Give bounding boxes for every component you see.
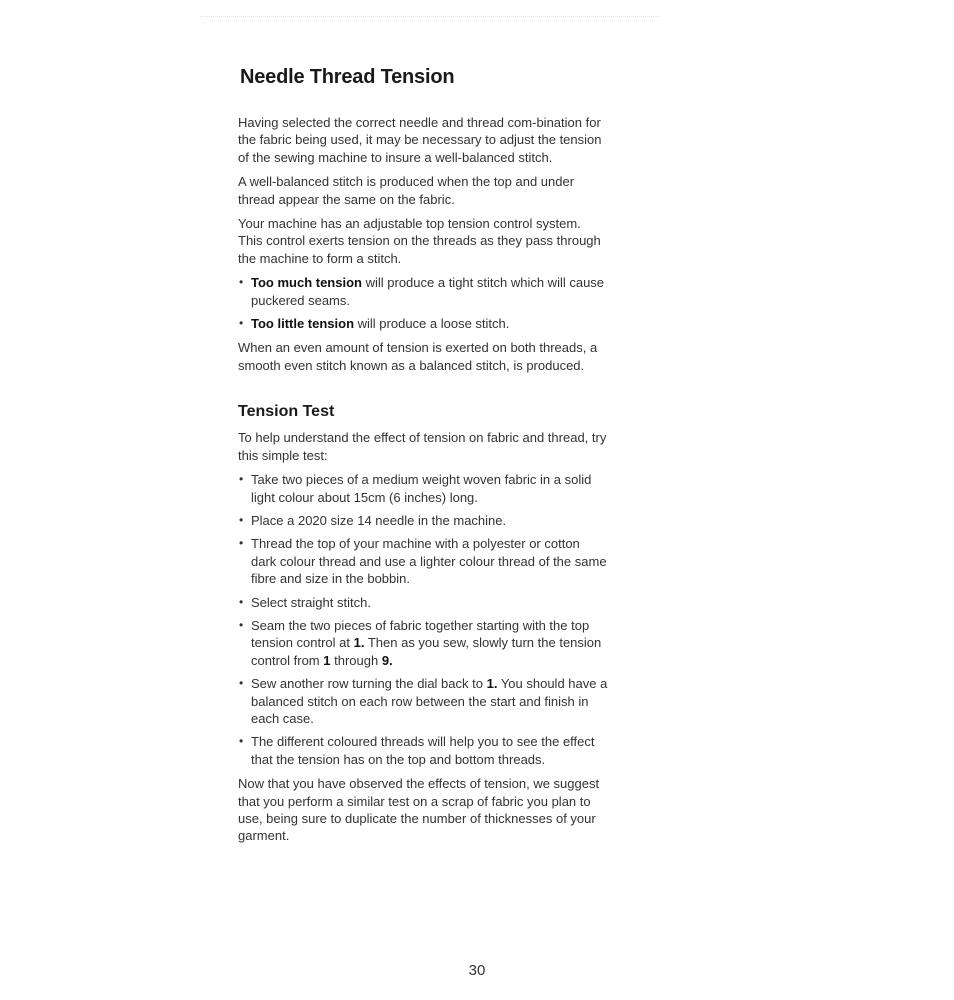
step-text: Seam the two pieces of fabric together starting with the top tension control at <box>251 617 590 651</box>
step-value: 9. <box>381 652 393 668</box>
step-text: Place a 2020 size 14 needle in the machine. <box>251 512 507 528</box>
bullet-icon: • <box>239 512 244 527</box>
step-text: You should have a balanced stitch on each row between the start and finish in each case. <box>251 676 608 726</box>
bullet-icon: • <box>239 676 244 691</box>
list-item <box>238 315 608 332</box>
intro-paragraph-2: A well-balanced stitch is produced when the top and under thread appear the same on the fabric. <box>238 174 575 207</box>
step-text: through <box>330 652 382 668</box>
step-text: Take two pieces of a medium weight woven fabric in a solid light colour about 15cm (6 inches) long. <box>251 472 592 505</box>
list-item <box>238 733 608 768</box>
step-value: 1 <box>323 652 331 668</box>
bullet-icon: • <box>239 275 244 290</box>
section-heading-tension-test: Tension Test <box>238 403 335 421</box>
list-item <box>238 274 608 309</box>
list-item <box>238 617 608 669</box>
bullet-icon: • <box>239 472 244 487</box>
list-item <box>238 535 608 587</box>
content-column <box>238 64 608 852</box>
page-number: 30 <box>468 962 486 979</box>
balanced-stitch-paragraph: When an even amount of tension is exerted on both threads, a smooth even stitch known as a balanced stitch, is produced. <box>238 340 598 373</box>
bullet-icon: • <box>239 536 244 551</box>
term-too-little-tension: Too little tension <box>251 316 355 332</box>
term-description: will produce a loose stitch. <box>354 316 510 332</box>
scan-artifact-line <box>200 16 660 18</box>
step-value: 1. <box>353 635 365 651</box>
test-intro-paragraph: To help understand the effect of tension on fabric and thread, try this simple test: <box>238 430 607 463</box>
test-steps-list <box>238 471 608 768</box>
bullet-icon: • <box>239 594 244 609</box>
list-item <box>238 512 608 529</box>
intro-paragraph-1: Having selected the correct needle and thread com-bination for the fabric being used, it may be necessary to adjust the tension of the sewing machine to insure a well-balanced stitch. <box>238 115 602 165</box>
term-too-much-tension: Too much tension <box>251 275 362 291</box>
closing-paragraph: Now that you have observed the effects of tension, we suggest that you perform a similar test on a scrap of fabric you plan to use, being sure to duplicate the number of thicknesses of your garment. <box>238 776 600 844</box>
list-item <box>238 594 608 611</box>
step-text: Sew another row turning the dial back to <box>251 676 487 692</box>
list-item <box>238 675 608 727</box>
list-item <box>238 471 608 506</box>
step-text: The different coloured threads will help you to see the effect that the tension has on the top and bottom threads. <box>251 734 595 767</box>
term-description: will produce a tight stitch which will cause puckered seams. <box>251 275 605 308</box>
intro-paragraph-3: Your machine has an adjustable top tension control system. This control exerts tension on the threads as they pass through the machine to form a stitch. <box>238 216 601 266</box>
bullet-icon: • <box>239 316 244 331</box>
step-text: Then as you sew, slowly turn the tension control from <box>251 635 602 668</box>
tension-list <box>238 274 608 332</box>
page-title: Needle Thread Tension <box>240 66 455 88</box>
bullet-icon: • <box>239 617 244 632</box>
bullet-icon: • <box>239 734 244 749</box>
step-text: Select straight stitch. <box>251 594 371 610</box>
step-value: 1. <box>486 676 498 692</box>
step-text: Thread the top of your machine with a polyester or cotton dark colour thread and use a lighter colour thread of the same fibre and size in the bobbin. <box>251 536 607 587</box>
